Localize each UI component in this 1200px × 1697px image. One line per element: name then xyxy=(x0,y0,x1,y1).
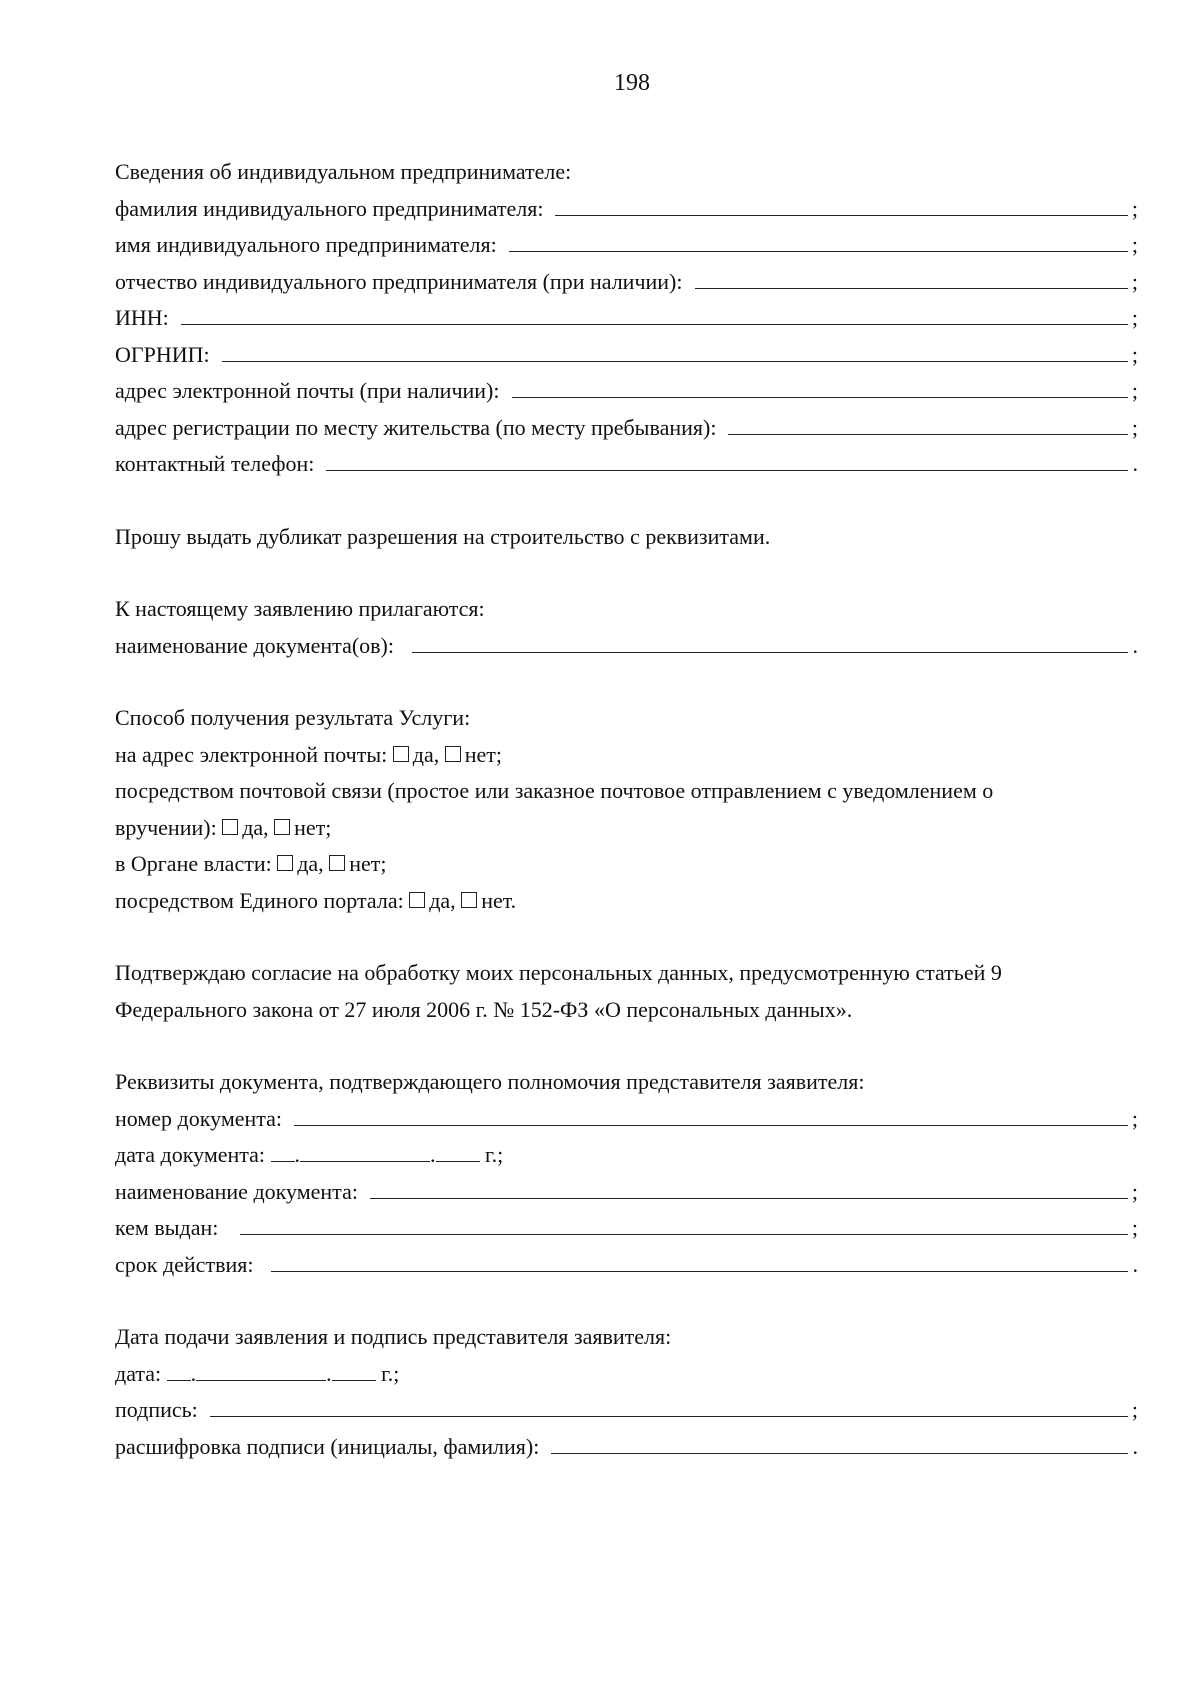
attachments-heading: К настоящему заявлению прилагаются: xyxy=(115,596,485,621)
attachments-field[interactable] xyxy=(412,630,1128,653)
rep-doc-number-field[interactable] xyxy=(294,1103,1128,1126)
request-text: Прошу выдать дубликат разрешения на строительство с реквизитами. xyxy=(115,523,771,549)
signature-month-field[interactable] xyxy=(196,1358,326,1381)
phone-field[interactable] xyxy=(326,448,1128,471)
ogrnip-row: ОГРНИП: ; xyxy=(115,337,1138,374)
signature-heading: Дата подачи заявления и подпись представителя заявителя: xyxy=(115,1324,672,1349)
inn-field[interactable] xyxy=(181,302,1128,325)
signature-year-field[interactable] xyxy=(332,1358,376,1381)
ip-name-row: имя индивидуального предпринимателя: ; xyxy=(115,227,1138,264)
authority-yes-checkbox[interactable] xyxy=(277,855,293,871)
ogrnip-field[interactable] xyxy=(222,339,1128,362)
phone-row: контактный телефон: . xyxy=(115,446,1138,483)
authority-no-checkbox[interactable] xyxy=(329,855,345,871)
rep-doc-month-field[interactable] xyxy=(300,1139,430,1162)
signature-field[interactable] xyxy=(210,1394,1128,1417)
rep-doc-name-field[interactable] xyxy=(370,1176,1128,1199)
rep-doc-validity-row: срок действия: . xyxy=(115,1247,1138,1284)
rep-doc-issuer-field[interactable] xyxy=(240,1212,1128,1235)
delivery-portal-row: посредством Единого портала: да, нет. xyxy=(115,887,517,913)
ip-patronymic-field[interactable] xyxy=(695,266,1129,289)
email-field[interactable] xyxy=(512,375,1129,398)
delivery-authority-row: в Органе власти: да, нет; xyxy=(115,851,387,876)
consent-line-1: Подтверждаю согласие на обработку моих персональных данных, предусмотренную статьей 9 xyxy=(115,960,1002,985)
signature-decode-field[interactable] xyxy=(551,1431,1128,1454)
signature-sign-row: подпись: ; xyxy=(115,1392,1138,1429)
signature-day-field[interactable] xyxy=(167,1358,191,1381)
post-no-checkbox[interactable] xyxy=(274,819,290,835)
delivery-post-row-2: вручении): да, нет; xyxy=(115,814,332,840)
rep-doc-issuer-row: кем выдан: ; xyxy=(115,1210,1138,1247)
signature-date-row: дата: . . г.; xyxy=(115,1356,1138,1393)
portal-yes-checkbox[interactable] xyxy=(409,892,425,908)
ip-patronymic-row: отчество индивидуального предпринимателя (при наличии): ; xyxy=(115,264,1138,301)
delivery-post-row-1: посредством почтовой связи (простое или заказное почтовое отправлением с уведомлением о xyxy=(115,778,994,803)
portal-no-checkbox[interactable] xyxy=(461,892,477,908)
ip-surname-field[interactable] xyxy=(555,193,1128,216)
rep-doc-year-field[interactable] xyxy=(436,1139,480,1162)
delivery-heading: Способ получения результата Услуги: xyxy=(115,705,471,730)
registration-address-field[interactable] xyxy=(728,412,1128,435)
attachments-row: наименование документа(ов): . xyxy=(115,628,1138,665)
email-row: адрес электронной почты (при наличии): ; xyxy=(115,373,1138,410)
application-form xyxy=(115,154,1138,1465)
rep-doc-name-row: наименование документа: ; xyxy=(115,1174,1138,1211)
ip-surname-row: фамилия индивидуального предпринимателя: ; xyxy=(115,191,1138,228)
consent-line-2: Федерального закона от 27 июля 2006 г. № 152-ФЗ «О персональных данных». xyxy=(115,996,853,1022)
email-yes-checkbox[interactable] xyxy=(393,746,409,762)
rep-doc-date-row: дата документа: . . г.; xyxy=(115,1137,1138,1174)
page-number: 198 xyxy=(614,70,650,96)
registration-address-row: адрес регистрации по месту жительства (по месту пребывания): ; xyxy=(115,410,1138,447)
email-no-checkbox[interactable] xyxy=(445,746,461,762)
signature-decode-row: расшифровка подписи (инициалы, фамилия): . xyxy=(115,1429,1138,1466)
inn-row: ИНН: ; xyxy=(115,300,1138,337)
rep-doc-number-row: номер документа: ; xyxy=(115,1101,1138,1138)
rep-doc-heading: Реквизиты документа, подтверждающего полномочия представителя заявителя: xyxy=(115,1069,865,1094)
rep-doc-validity-field[interactable] xyxy=(271,1249,1128,1272)
ip-name-field[interactable] xyxy=(509,229,1128,252)
post-yes-checkbox[interactable] xyxy=(222,819,238,835)
delivery-email-row: на адрес электронной почты: да, нет; xyxy=(115,741,502,767)
ip-heading: Сведения об индивидуальном предпринимателе: xyxy=(115,159,572,184)
rep-doc-day-field[interactable] xyxy=(271,1139,295,1162)
